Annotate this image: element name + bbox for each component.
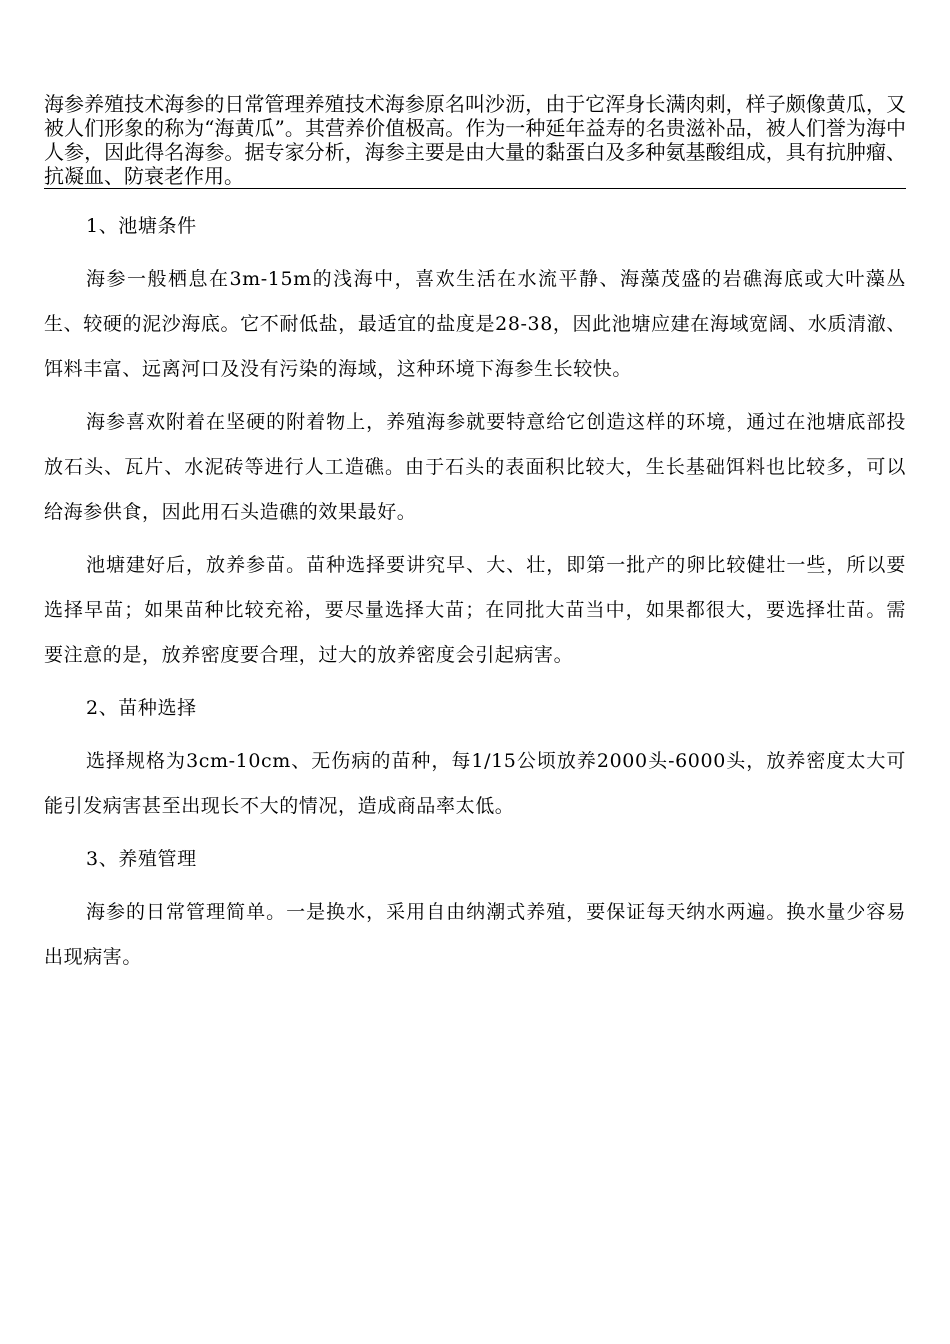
document-header: 海参养殖技术海参的日常管理养殖技术海参原名叫沙沥，由于它浑身长满肉刺，样子颇像黄瓜，又被人们形象的称为“海黄瓜”。其营养价值极高。作为一种延年益寿的名贵滋补品，被人们誉为海中人参，因此得名海参。据专家分析，海参主要是由大量的黏蛋白及多种氨基酸组成，具有抗肿瘤、抗凝血、防衰老作用。 (44, 92, 906, 188)
document-body (44, 204, 906, 988)
section-heading: 2、苗种选择 (86, 697, 197, 719)
section-heading: 3、养殖管理 (86, 848, 197, 870)
paragraph: 选择规格为3cm-10cm、无伤病的苗种，每1/15公顷放养2000头-6000头，放养密度太大可能引发病害甚至出现长不大的情况，造成商品率太低。 (44, 750, 906, 817)
paragraph: 海参喜欢附着在坚硬的附着物上，养殖海参就要特意给它创造这样的环境，通过在池塘底部投放石头、瓦片、水泥砖等进行人工造礁。由于石头的表面积比较大，生长基础饵料也比较多，可以给海参供食，因此用石头造礁的效果最好。 (44, 411, 906, 523)
paragraph: 海参的日常管理简单。一是换水，采用自由纳潮式养殖，要保证每天纳水两遍。换水量少容易出现病害。 (44, 901, 906, 968)
section-farming-management (44, 837, 906, 980)
section-heading: 1、池塘条件 (86, 215, 197, 237)
section-pond-conditions (44, 204, 906, 678)
section-seedling-selection (44, 686, 906, 829)
paragraph: 池塘建好后，放养参苗。苗种选择要讲究早、大、壮，即第一批产的卵比较健壮一些，所以要选择早苗；如果苗种比较充裕，要尽量选择大苗；在同批大苗当中，如果都很大，要选择壮苗。需要注意的是，放养密度要合理，过大的放养密度会引起病害。 (44, 554, 906, 666)
paragraph: 海参一般栖息在3m-15m的浅海中，喜欢生活在水流平静、海藻茂盛的岩礁海底或大叶藻丛生、较硬的泥沙海底。它不耐低盐，最适宜的盐度是28-38，因此池塘应建在海域宽阔、水质清澈、饵料丰富、远离河口及没有污染的海域，这种环境下海参生长较快。 (44, 268, 906, 380)
